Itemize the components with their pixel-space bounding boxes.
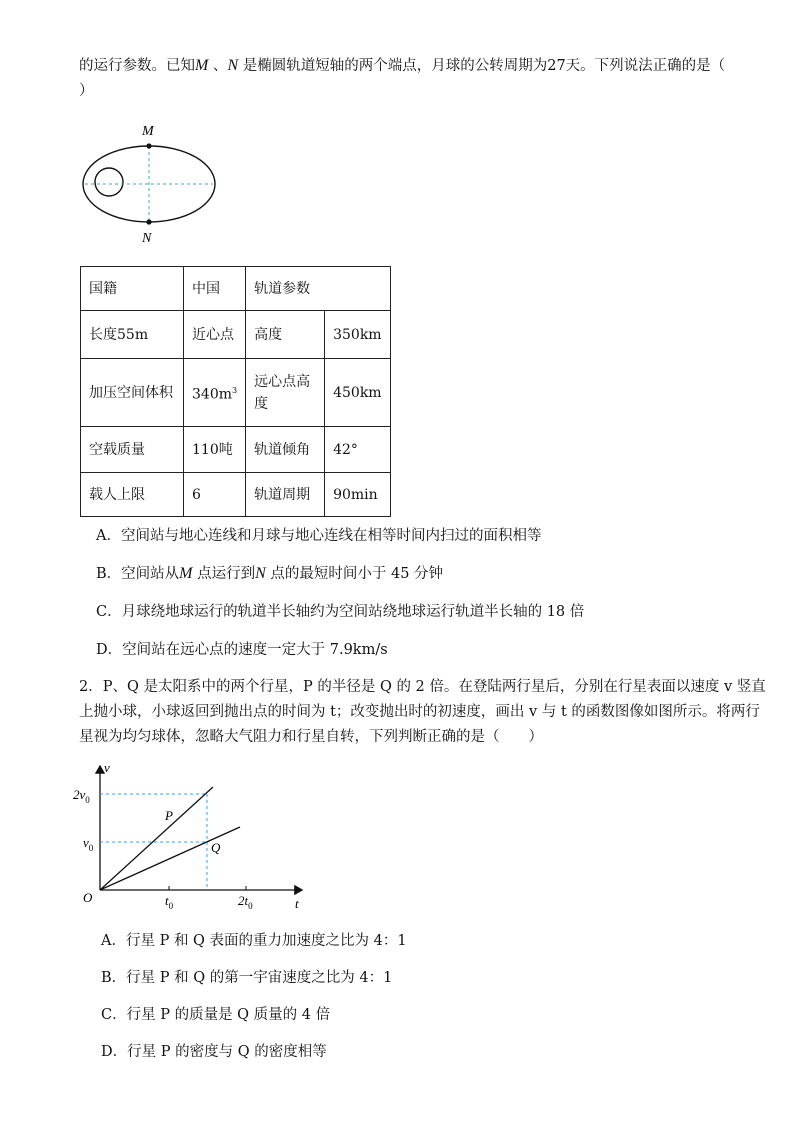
- label-q: Q: [211, 840, 221, 855]
- table-cell: 空载质量: [81, 427, 184, 473]
- table-cell: 42°: [325, 427, 390, 473]
- label-v-axis: v: [104, 760, 110, 775]
- q1-intro-n: N: [227, 57, 239, 74]
- table-row: [81, 427, 391, 473]
- q1-option-a: A．空间站与地心连线和月球与地心连线在相等时间内扫过的面积相等: [96, 528, 542, 544]
- table-cell: 加压空间体积: [81, 359, 184, 427]
- table-cell: 长度55m: [81, 311, 184, 359]
- volume-value: 340m: [192, 386, 232, 403]
- table-cell: 90min: [325, 473, 390, 517]
- table-cell: 轨道参数: [246, 267, 390, 311]
- label-m: M: [142, 124, 154, 139]
- label-2t0: [238, 893, 253, 911]
- q1-option-b-mid: 点运行到: [192, 566, 256, 582]
- label-origin: O: [83, 890, 93, 905]
- table-row: [81, 311, 391, 359]
- q2-stem-line1: 2．P、Q 是太阳系中的两个行星，P 的半径是 Q 的 2 倍。在登陆两行星后，分别在行星表面以速度 v 竖直: [79, 679, 766, 695]
- table-cell: 载人上限: [81, 473, 184, 517]
- earth-circle: [95, 168, 123, 196]
- table-row: [81, 267, 391, 311]
- q1-intro-m: M: [195, 57, 209, 74]
- label-v0-sub: 0: [88, 843, 94, 853]
- table-cell: 中国: [184, 267, 246, 311]
- q1-orbit-figure: [80, 118, 230, 248]
- table-cell: 110吨: [184, 427, 246, 473]
- q1-parameter-table: [80, 266, 391, 517]
- q2-option-c: C．行星 P 的质量是 Q 质量的 4 倍: [101, 1007, 331, 1023]
- table-cell: 350km: [325, 311, 390, 359]
- label-2v0-sub: 0: [85, 795, 90, 805]
- table-cell: 6: [184, 473, 246, 517]
- q1-option-d: D．空间站在远心点的速度一定大于 7.9km/s: [96, 642, 388, 658]
- q2-option-a: A．行星 P 和 Q 表面的重力加速度之比为 4：1: [101, 933, 407, 949]
- label-2v0-main: 2v: [73, 787, 86, 802]
- label-n: N: [142, 231, 152, 246]
- table-cell: [184, 359, 246, 427]
- table-cell: 远心点高度: [246, 359, 325, 427]
- q2-option-b: B．行星 P 和 Q 的第一宇宙速度之比为 4：1: [101, 970, 393, 986]
- table-cell: 轨道周期: [246, 473, 325, 517]
- q1-intro-text-a: 的运行参数。已知: [79, 58, 195, 74]
- q1-option-b-post: 点的最短时间小于 45 分钟: [265, 566, 444, 582]
- q1-option-b: [96, 563, 443, 585]
- label-t-axis: t: [295, 896, 299, 911]
- q1-option-c: C．月球绕地球运行的轨道半长轴约为空间站绕地球运行轨道半长轴的 18 倍: [96, 604, 585, 620]
- label-2t0-main: 2t: [238, 893, 249, 908]
- label-t0: [165, 893, 174, 911]
- label-2v0: [73, 787, 90, 805]
- table-cell: 轨道倾角: [246, 427, 325, 473]
- q2-stem-line3: 星视为均匀球体，忽略大气阻力和行星自转，下列判断正确的是（ ）: [79, 729, 543, 745]
- q1-intro-line2: ）: [79, 83, 94, 99]
- label-v0: [83, 835, 94, 853]
- label-p: P: [165, 808, 173, 823]
- table-cell: 国籍: [81, 267, 184, 311]
- point-n: [146, 219, 151, 224]
- q1-option-b-pre: B．空间站从: [96, 566, 180, 582]
- table-cell: 高度: [246, 311, 325, 359]
- volume-unit-exponent: 3: [232, 385, 238, 395]
- q1-intro-line1: [79, 55, 725, 77]
- q2-vt-graph: [70, 758, 320, 918]
- point-m: [146, 143, 151, 148]
- label-t0-main: t: [165, 893, 169, 908]
- q1-intro-sep: 、: [208, 58, 228, 74]
- q1-option-b-n: N: [255, 565, 266, 582]
- q1-intro-text-b: 是椭圆轨道短轴的两个端点，月球的公转周期为27天。下列说法正确的是（: [238, 58, 726, 74]
- line-p: [100, 787, 213, 890]
- line-q: [100, 827, 240, 890]
- table-row: [81, 359, 391, 427]
- q2-stem-line2: 上抛小球，小球返回到抛出点的时间为 t；改变抛出时的初速度，画出 v 与 t 的函数图像如图所示。将两行: [79, 704, 760, 720]
- q2-option-d: D．行星 P 的密度与 Q 的密度相等: [101, 1044, 327, 1060]
- label-v0-main: v: [83, 835, 89, 850]
- label-t0-sub: 0: [168, 901, 174, 911]
- q1-option-b-m: M: [179, 565, 193, 582]
- table-cell: 450km: [325, 359, 390, 427]
- table-row: [81, 473, 391, 517]
- label-2t0-sub: 0: [248, 901, 253, 911]
- table-cell: 近心点: [184, 311, 246, 359]
